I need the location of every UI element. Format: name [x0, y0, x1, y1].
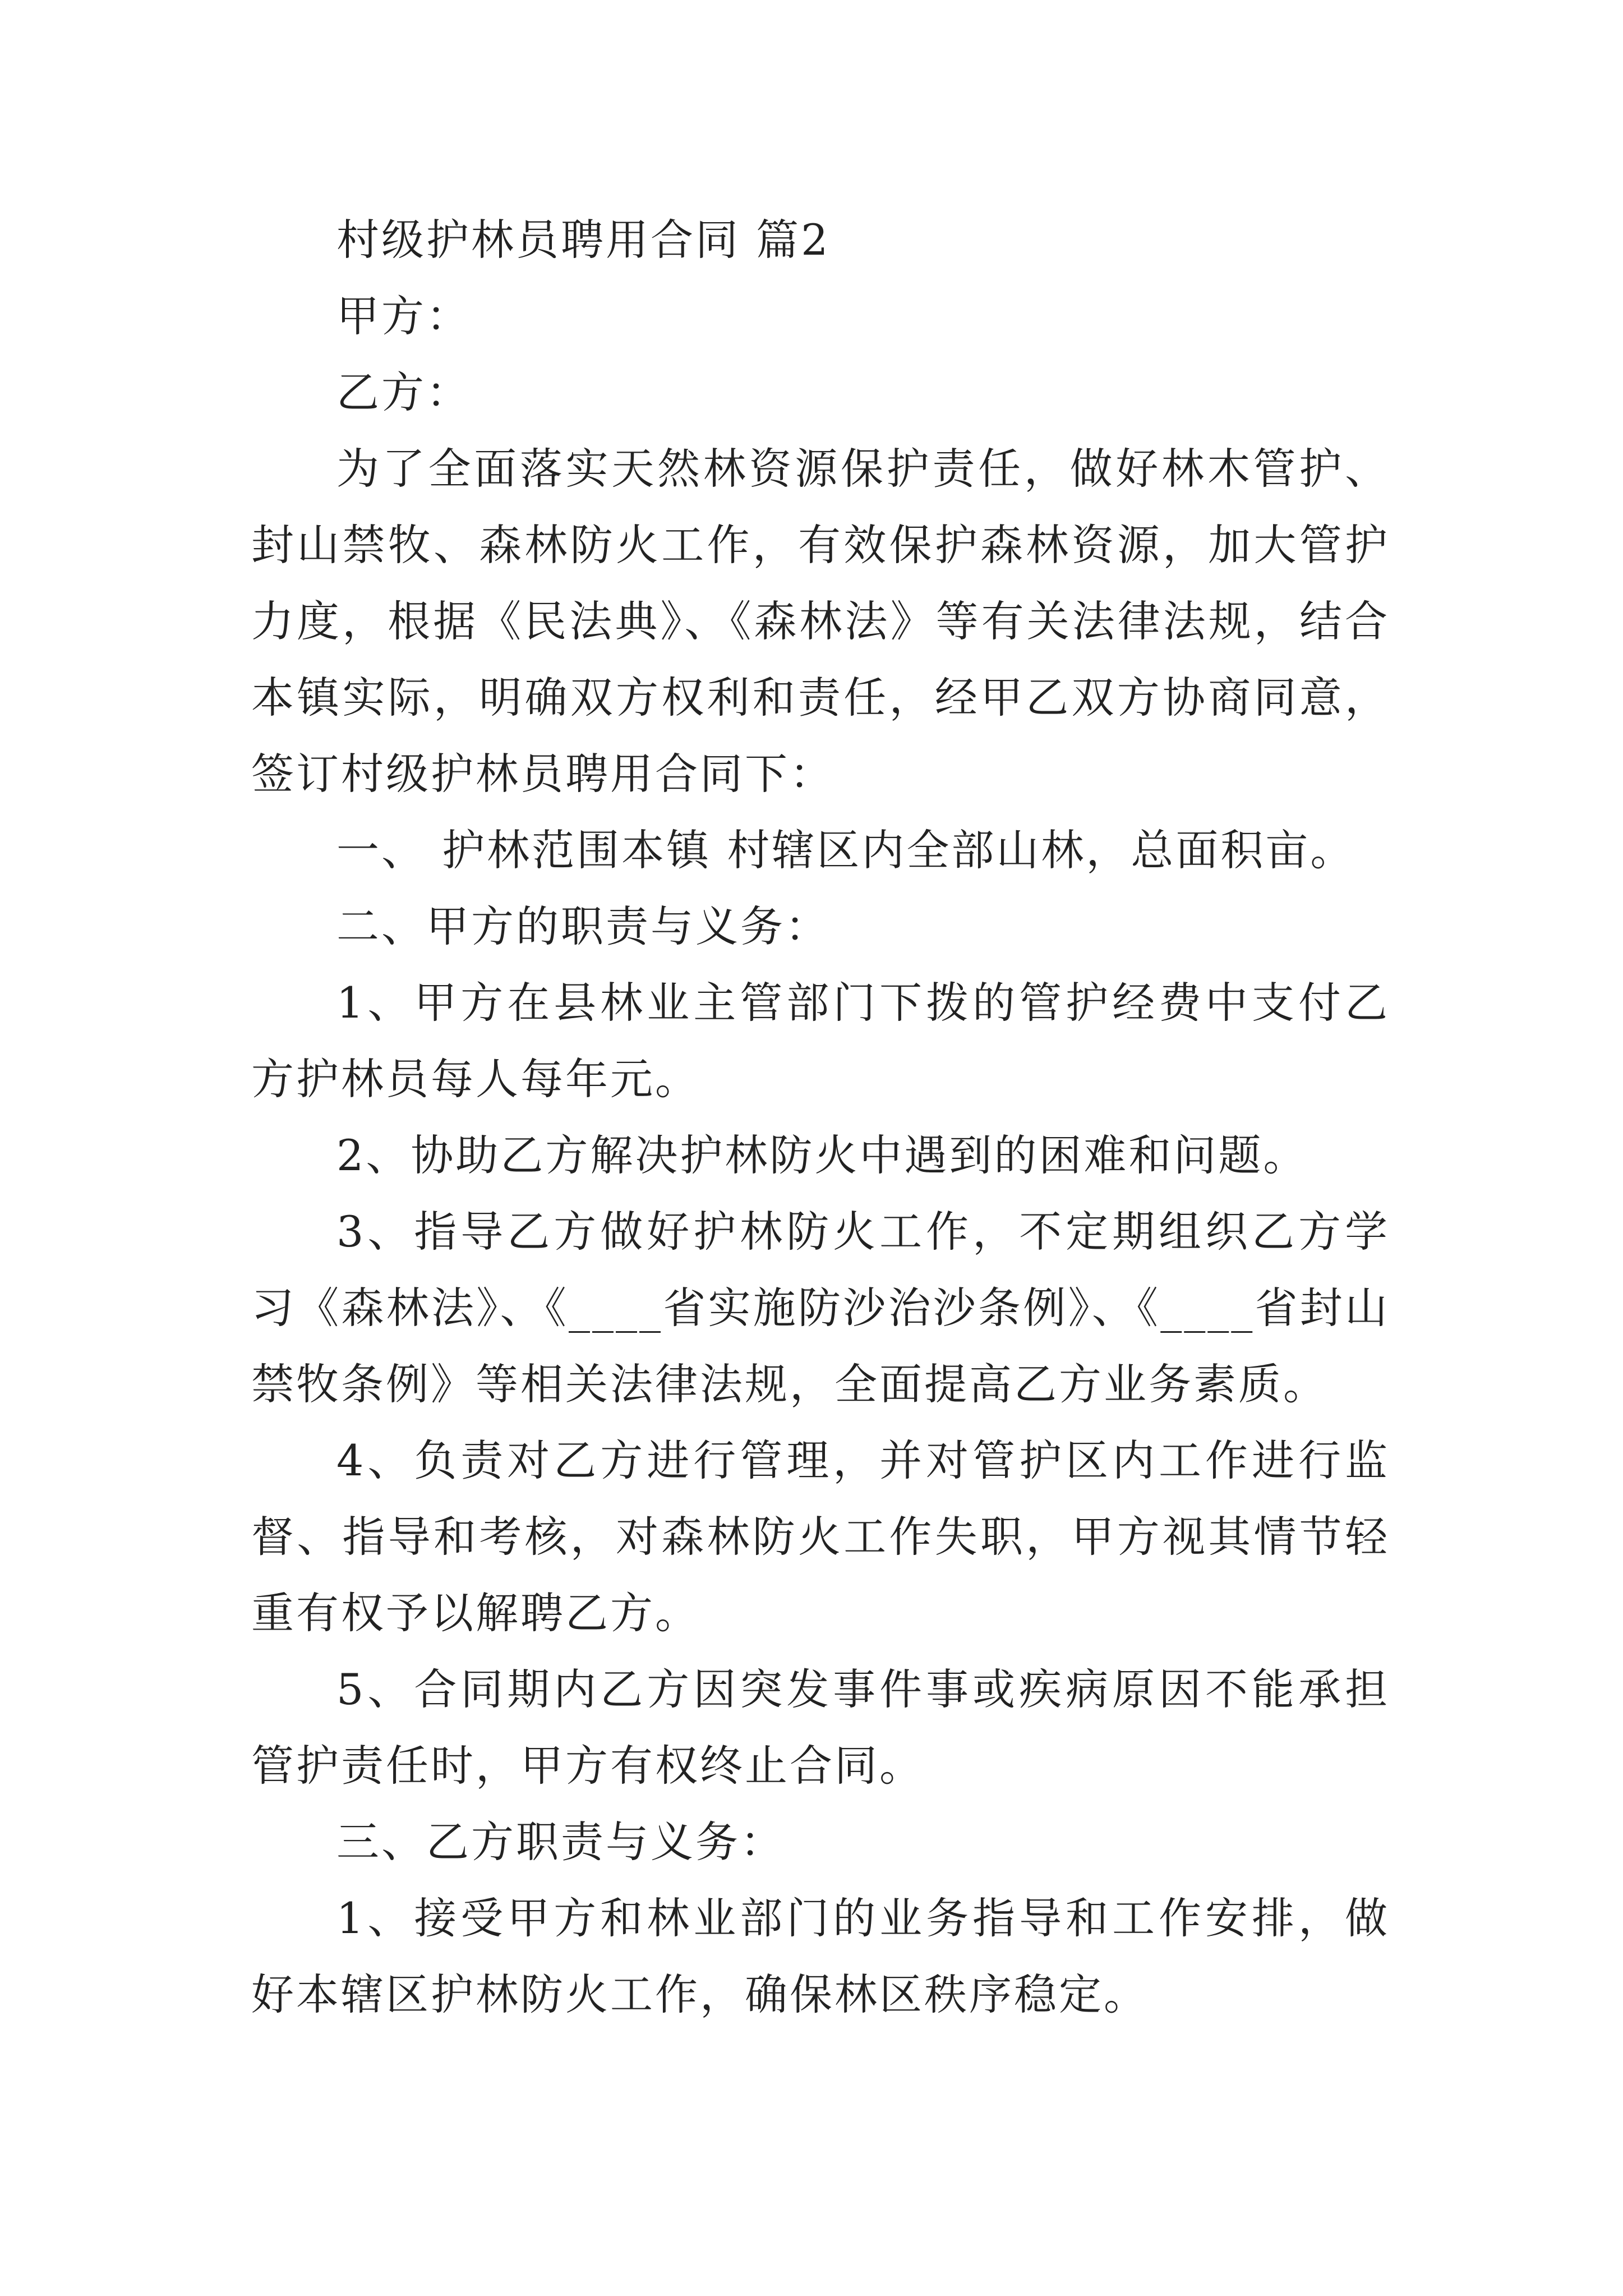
section-2-item-3: 3、指导乙方做好护林防火工作，不定期组织乙方学习《森林法》、《____省实施防沙治沙条例》、《____省封山禁牧条例》等相关法律法规，全面提高乙方业务素质。 — [251, 1207, 1390, 1409]
section-2-item-1: 1、甲方在县林业主管部门下拨的管护经费中支付乙方护林员每人每年元。 — [251, 978, 1390, 1104]
section-2-heading: 二、甲方的职责与义务： — [336, 901, 830, 951]
party-b-line: 乙方： — [336, 367, 471, 417]
preamble-paragraph: 为了全面落实天然林资源保护责任，做好林木管护、封山禁牧、森林防火工作，有效保护森林资源，加大管护力度，根据《民法典》、《森林法》等有关法律法规，结合本镇实际，明确双方权利和责任，经甲乙双方协商同意，签订村级护林员聘用合同下： — [251, 444, 1390, 799]
document-body — [251, 202, 1390, 2033]
section-2-item-5: 5、合同期内乙方因突发事件事或疾病原因不能承担管护责任时，甲方有权终止合同。 — [251, 1664, 1390, 1791]
section-2-item-4: 4、负责对乙方进行管理，并对管护区内工作进行监督、指导和考核，对森林防火工作失职，甲方视其情节轻重有权予以解聘乙方。 — [251, 1435, 1390, 1638]
document-title: 村级护林员聘用合同 篇2 — [336, 215, 831, 265]
party-a-line: 甲方： — [336, 291, 471, 341]
section-1-paragraph: 一、 护林范围本镇 村辖区内全部山林，总面积亩。 — [336, 825, 1355, 875]
section-2-item-2: 2、协助乙方解决护林防火中遇到的困难和问题。 — [336, 1130, 1308, 1180]
section-3-item-1: 1、接受甲方和林业部门的业务指导和工作安排，做好本辖区护林防火工作，确保林区秩序稳定。 — [251, 1893, 1390, 2019]
section-3-heading: 三、乙方职责与义务： — [336, 1817, 785, 1867]
